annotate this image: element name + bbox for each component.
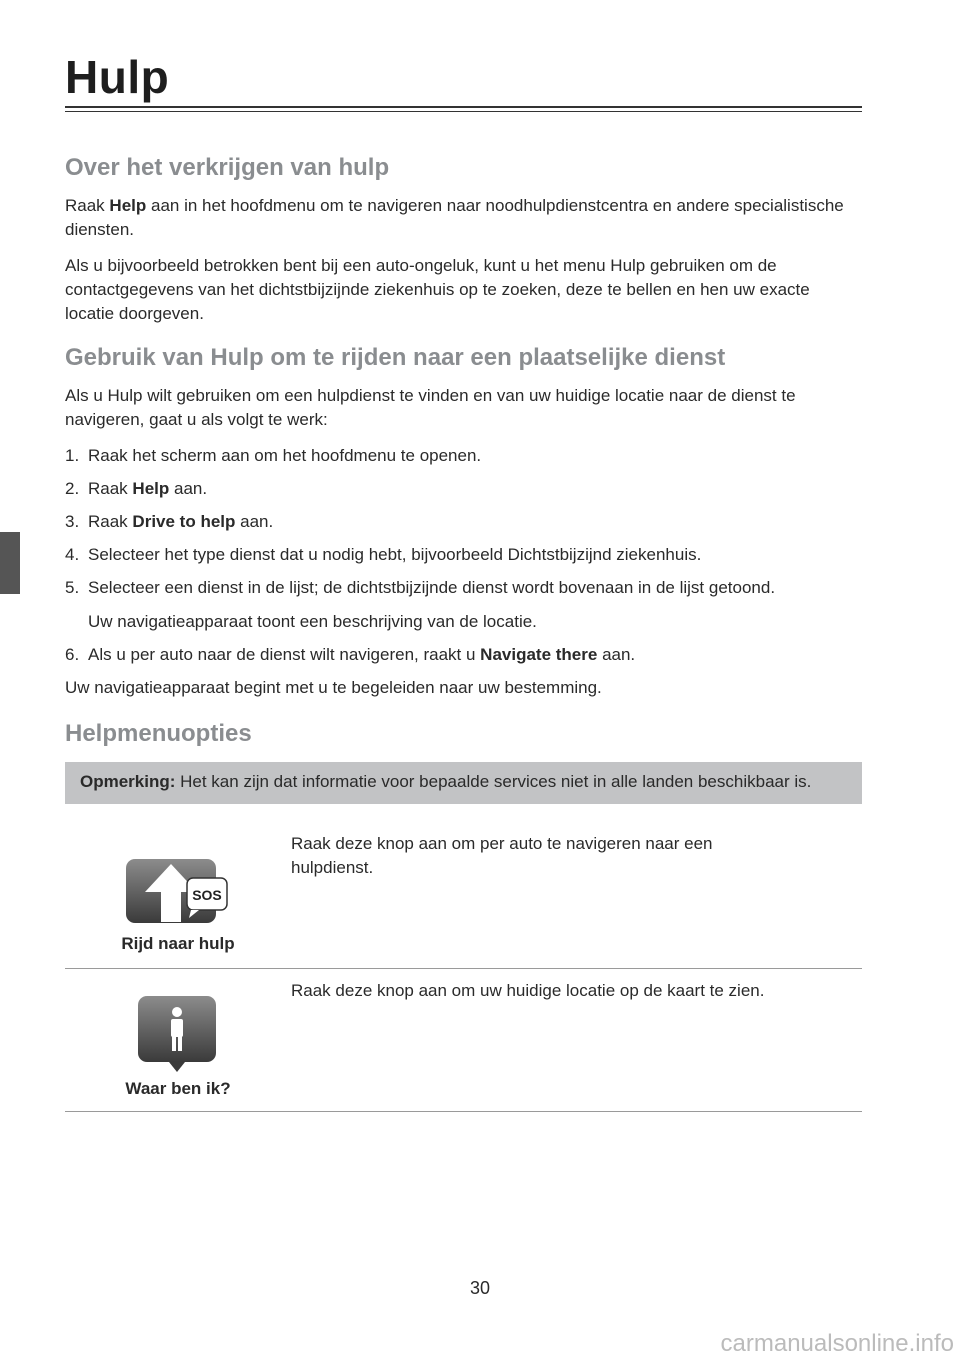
watermark: carmanualsonline.info xyxy=(720,1330,954,1357)
note-box xyxy=(65,762,862,804)
title-rule-thin xyxy=(65,111,862,112)
step-number: 6. xyxy=(65,645,80,664)
step-subtext: Uw navigatieapparaat toont een beschrijving van de locatie. xyxy=(88,612,537,631)
text: Raak xyxy=(65,196,110,215)
section-heading-options: Helpmenuopties xyxy=(65,720,252,747)
option-label: Waar ben ik? xyxy=(125,1079,231,1098)
step-number: 5. xyxy=(65,578,80,597)
option-label: Rijd naar hulp xyxy=(121,934,235,953)
chapter-tab xyxy=(0,532,20,594)
page-number: 30 xyxy=(469,1278,491,1298)
list-item xyxy=(65,444,862,468)
list-item xyxy=(65,477,862,501)
icon-cell xyxy=(65,969,291,1111)
list-item xyxy=(65,543,862,567)
icon-cell xyxy=(65,804,291,968)
option-row-drive-to-help xyxy=(65,804,862,969)
text: aan. xyxy=(597,645,636,664)
step-number: 1. xyxy=(65,446,80,465)
text: aan in het hoofdmenu om te navigeren naar noodhulpdienstcentra en andere specialistische diensten. xyxy=(65,196,844,239)
bold-term: Help xyxy=(109,196,147,215)
option-description: Raak deze knop aan om per auto te navigeren naar een hulpdienst. xyxy=(291,834,713,877)
sos-text: SOS xyxy=(192,887,222,903)
bold-term: Drive to help xyxy=(132,512,236,531)
section-heading-usage: Gebruik van Hulp om te rijden naar een plaatselijke dienst xyxy=(65,344,726,371)
step-number: 4. xyxy=(65,545,80,564)
page-title: Hulp xyxy=(65,51,170,103)
title-rule xyxy=(65,106,862,108)
list-item xyxy=(65,643,862,667)
note-text: Het kan zijn dat informatie voor bepaalde services niet in alle landen beschikbaar is. xyxy=(175,772,812,791)
content xyxy=(65,146,862,1112)
option-row-where-am-i xyxy=(65,969,862,1112)
drive-to-help-sos-icon[interactable] xyxy=(125,858,235,932)
section-heading-about: Over het verkrijgen van hulp xyxy=(65,154,390,181)
list-item xyxy=(65,510,862,534)
about-paragraph-2: Als u bijvoorbeeld betrokken bent bij een auto-ongeluk, kunt u het menu Hulp gebruiken om de contactgegevens van het dichtstbijzijnde ziekenhuis op te zoeken, deze te bellen en hen uw exacte locatie doorgeven. xyxy=(65,256,810,323)
bold-term: Navigate there xyxy=(480,645,598,664)
text: Raak xyxy=(88,479,133,498)
usage-intro: Als u Hulp wilt gebruiken om een hulpdienst te vinden en van uw huidige locatie naar de dienst te navigeren, gaat u als volgt te werk: xyxy=(65,386,796,429)
step-number: 3. xyxy=(65,512,80,531)
list-item xyxy=(65,576,862,634)
bold-term: Help xyxy=(132,479,170,498)
text: aan. xyxy=(235,512,274,531)
text: aan. xyxy=(169,479,208,498)
text: Raak xyxy=(88,512,133,531)
about-paragraph-1 xyxy=(65,194,862,242)
step-number: 2. xyxy=(65,479,80,498)
steps-list xyxy=(65,444,862,667)
option-description: Raak deze knop aan om uw huidige locatie op de kaart te zien. xyxy=(291,981,765,1000)
note-label: Opmerking: xyxy=(80,772,176,791)
text: Selecteer het type dienst dat u nodig hebt, bijvoorbeeld Dichtstbijzijnd ziekenhuis. xyxy=(88,545,702,564)
text: Als u per auto naar de dienst wilt navigeren, raakt u xyxy=(88,645,481,664)
usage-outro: Uw navigatieapparaat begint met u te begeleiden naar uw bestemming. xyxy=(65,678,602,697)
text: Selecteer een dienst in de lijst; de dichtstbijzijnde dienst wordt bovenaan in de lijst getoond. xyxy=(88,578,776,597)
text: Raak het scherm aan om het hoofdmenu te openen. xyxy=(88,446,482,465)
where-am-i-person-icon[interactable] xyxy=(137,995,217,1073)
